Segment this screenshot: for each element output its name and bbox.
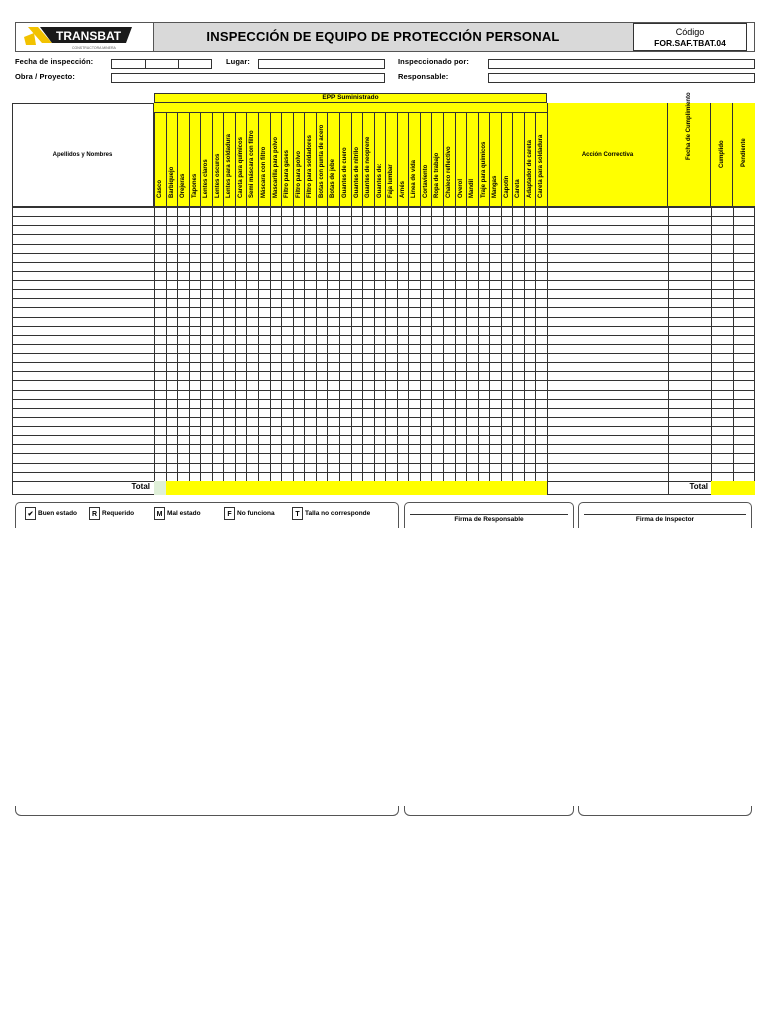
table-row-line [12,253,755,254]
table-column-line [711,207,712,495]
epp-item-label: Lentes claros [203,159,210,198]
epp-item-label: Ropa de trabajo [434,152,441,198]
table-column-line [304,207,305,495]
epp-item-label: Orejeras [180,173,187,198]
company-logo [16,23,152,51]
total-label-right: Total [689,482,708,491]
epp-column-header [431,113,443,207]
epp-item-label: Guantes de: [376,163,383,198]
epp-item-label: Mandil [469,179,476,198]
table-row-line [12,262,755,263]
responsable-label: Responsable: [398,72,449,81]
epp-item-label: Lentes para soldadura [226,133,233,198]
epp-column-header [200,113,212,207]
epp-item-label: Adaptador de careta [526,139,533,198]
logo-subtext: CONSTRUCTORA MINERA [72,46,116,50]
document-title: INSPECCIÓN DE EQUIPO DE PROTECCIÓN PERSONAL [206,29,560,44]
epp-column-header [535,113,547,207]
inspector-signature-line [584,514,746,515]
table-column-line [270,207,271,495]
inspector-signature-box[interactable] [578,502,752,528]
table-column-line [235,207,236,495]
table-column-line [316,207,317,495]
epp-item-label: Tapones [191,173,198,198]
table-row-line [12,399,755,400]
epp-item-label: Filtro para soldadores [307,134,314,198]
obra-label: Obra / Proyecto: [15,72,75,81]
table-column-line [668,207,669,495]
table-row-line [12,408,755,409]
table-column-line [362,207,363,495]
table-column-line [177,207,178,495]
legend-text: Talla no corresponde [305,510,371,517]
table-column-line [535,207,536,495]
epp-item-label: Línea de vida [411,159,418,198]
table-column-line [524,207,525,495]
lugar-field[interactable] [258,59,385,69]
table-column-line [385,207,386,495]
epp-item-label: Mascarilla para polvo [272,136,279,198]
epp-item-label: Mangas [492,175,499,198]
date-header [668,92,711,207]
names-header [12,103,154,207]
table-row-line [12,353,755,354]
epp-column-header [443,113,455,207]
table-column-line [374,207,375,495]
epp-item-label: Semi máscara con filtro [249,130,256,198]
done-header-label: Cumplido [718,140,725,168]
epp-column-header [385,113,397,207]
table-row-line [12,344,755,345]
table-column-line [154,207,155,495]
responsable-box-bottom [404,806,574,816]
epp-column-header [339,113,351,207]
table-column-line [512,207,513,495]
table-row-line [12,426,755,427]
epp-item-label: Máscara con filtro [261,146,268,198]
done-header [711,103,733,207]
epp-column-header [246,113,258,207]
table-column-line [166,207,167,495]
responsable-field[interactable] [488,73,755,83]
epp-item-label: Filtro para gases [284,149,291,198]
table-row-line [12,326,755,327]
responsable-signature-box[interactable] [404,502,574,528]
table-column-line [478,207,479,495]
table-row-line [12,289,755,290]
legend-mark: M [154,507,165,520]
legend-text: Requerido [102,510,135,517]
table-row-line [12,371,755,372]
names-header-label: Apellidos y Nombres [52,151,113,158]
responsable-signature-line [410,514,568,515]
epp-column-header [408,113,420,207]
table-column-line [420,207,421,495]
table-column-line [351,207,352,495]
total-epp-cells[interactable] [166,481,547,495]
inspeccionado-field[interactable] [488,59,755,69]
inspeccionado-label: Inspeccionado por: [398,57,469,66]
epp-item-label: Guantes de nitrilo [353,146,360,198]
epp-item-label: Traje para químicos [480,141,487,198]
epp-header-divider [154,112,547,113]
epp-item-label: Guantes de neoprene [365,136,372,198]
legend-text: Buen estado [38,510,78,517]
legend-mark: R [89,507,100,520]
epp-column-header [466,113,478,207]
pending-header [733,103,755,207]
epp-item-label: Careta para soldadura [538,134,545,198]
code-value: FOR.SAF.TBAT.04 [654,38,726,48]
table-row-line [12,216,755,217]
code-label: Código [675,27,705,37]
epp-item-label: Botas de jebe [330,158,337,198]
table-row-line [12,244,755,245]
epp-item-label: Lentes oscuros [214,153,221,198]
table-column-line [455,207,456,495]
total-first-cell[interactable] [154,481,166,495]
fecha-label: Fecha de inspección: [15,57,94,66]
epp-column-header [304,113,316,207]
table-column-line [501,207,502,495]
legend-text: No funciona [237,510,275,517]
table-column-line [489,207,490,495]
epp-column-header [489,113,501,207]
epp-item-label: Careta para químicos [237,136,244,198]
epp-item-label: Overol [457,178,464,198]
table-column-line [339,207,340,495]
table-column-line [189,207,190,495]
table-row-line [12,335,755,336]
total-label: Total [131,482,150,491]
epp-item-label: Barbiquejo [168,166,175,198]
table-column-line [212,207,213,495]
table-column-line [223,207,224,495]
epp-column-header [512,113,524,207]
epp-column-header [166,113,178,207]
legend-mark: ✔ [25,507,36,520]
table-column-line [258,207,259,495]
table-row-line [12,453,755,454]
table-row-line [12,280,755,281]
table-column-line [281,207,282,495]
epp-column-header [189,113,201,207]
table-column-line [733,207,734,495]
epp-column-header [374,113,386,207]
epp-item-label: Faja lumbar [388,164,395,198]
epp-column-header [258,113,270,207]
epp-item-label: Guantes de cuero [341,147,348,198]
epp-item-label: Arnés [399,180,406,198]
epp-column-header [270,113,282,207]
epp-column-header [501,113,513,207]
logo-text: TRANSBAT [56,29,122,43]
epp-column-header [420,113,432,207]
table-column-line [466,207,467,495]
table-column-line [327,207,328,495]
epp-column-header [397,113,409,207]
date-header-label: Fecha de Cumplimiento [686,92,692,160]
inspector-box-bottom [578,806,752,816]
legend-text: Mal estado [167,510,201,517]
legend-mark: T [292,507,303,520]
fecha-month-field[interactable] [145,59,179,69]
table-row-line [12,298,755,299]
table-column-line [431,207,432,495]
inspector-signature-label: Firma de Inspector [635,516,695,523]
table-row-line [12,435,755,436]
total-status-cells[interactable] [711,481,755,495]
table-row-line [12,417,755,418]
table-row-line [12,225,755,226]
logo-graphic [16,23,152,51]
epp-column-header [235,113,247,207]
epp-column-header [281,113,293,207]
obra-field[interactable] [111,73,385,83]
epp-item-label: Capotín [503,175,510,198]
epp-column-header [223,113,235,207]
epp-column-header [154,113,166,207]
lugar-label: Lugar: [226,57,250,66]
epp-column-header [293,113,305,207]
epp-column-header [362,113,374,207]
document-code [633,23,747,51]
epp-item-label: Cortaviento [422,164,429,198]
epp-item-label: Careta [515,179,522,198]
action-header-label: Acción Correctiva [581,151,634,158]
epp-item-label: Filtro para polvo [295,150,302,198]
pending-header-label: Pendiente [741,138,747,167]
epp-column-header [351,113,363,207]
legend-box-bottom [15,806,399,816]
table-row-line [12,463,755,464]
table-row-line [12,317,755,318]
action-header [547,103,668,207]
table-row-line [12,307,755,308]
table-row-line [12,472,755,473]
fecha-year-field[interactable] [178,59,212,69]
table-row-line [12,362,755,363]
epp-column-header [212,113,224,207]
legend-mark: F [224,507,235,520]
epp-column-header [177,113,189,207]
epp-column-header [478,113,490,207]
table-column-line [246,207,247,495]
epp-item-label: Casco [157,179,163,198]
table-column-line [408,207,409,495]
epp-column-header [327,113,339,207]
table-row-line [12,234,755,235]
epp-column-header [524,113,536,207]
table-column-line [443,207,444,495]
table-column-line [547,207,548,495]
table-row-line [12,271,755,272]
epp-item-label: Chaleco reflectivo [445,146,452,198]
table-column-line [200,207,201,495]
table-row-line [12,444,755,445]
epp-item-label: Botas con punta de acero [318,124,325,198]
table-row-line [12,207,755,208]
table-row-line [12,390,755,391]
responsable-signature-label: Firma de Responsable [454,516,524,523]
table-column-line [293,207,294,495]
table-column-line [397,207,398,495]
epp-supplied-header: EPP Suministrado [154,93,547,103]
table-row-line [12,380,755,381]
fecha-day-field[interactable] [111,59,146,69]
epp-column-header [316,113,328,207]
epp-column-header [455,113,467,207]
